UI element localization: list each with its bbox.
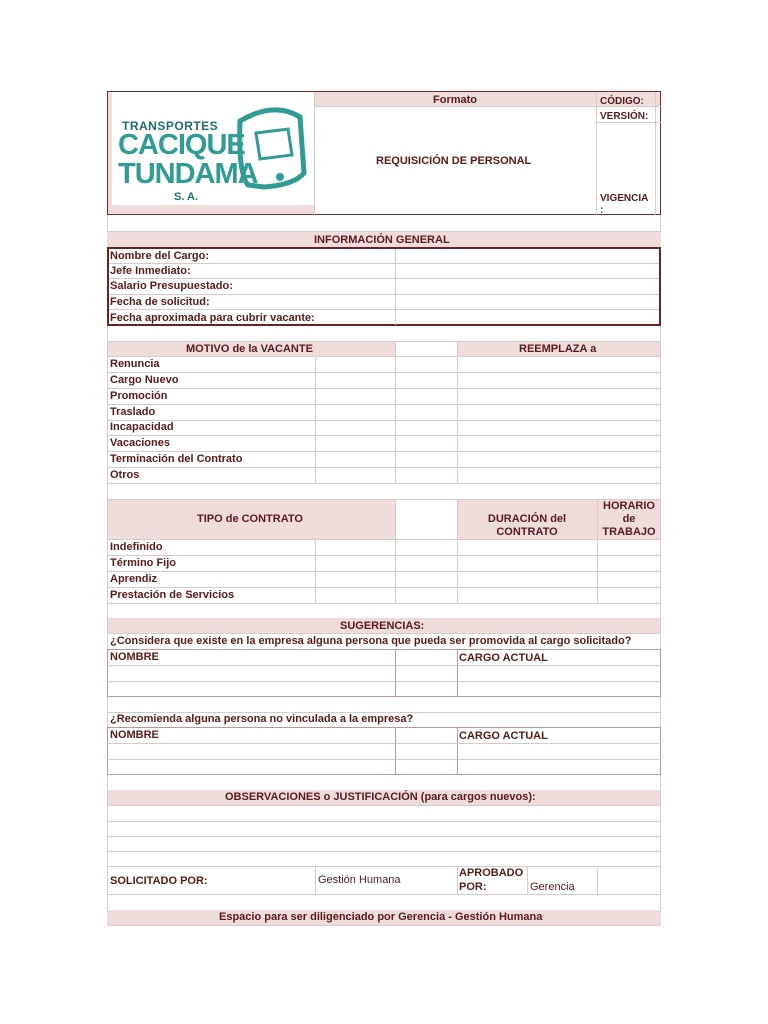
cargo-actual-label-2: CARGO ACTUAL (459, 730, 548, 742)
observaciones-input[interactable] (108, 806, 660, 866)
logo-line3: TUNDAMA (118, 158, 258, 190)
recomienda-cargo-input[interactable] (458, 744, 660, 774)
codigo-label: CÓDIGO: (600, 96, 644, 107)
aprobado-line2: POR: (459, 881, 487, 893)
spacer-row (107, 603, 661, 618)
duracion-line1: DURACIÓN del (487, 513, 567, 525)
input-fecha-solicitud[interactable] (396, 295, 659, 309)
footer-text: Espacio para ser diligenciado por Gerencia - Gestión Humana (219, 911, 543, 923)
cargo-actual-label: CARGO ACTUAL (459, 652, 548, 664)
motivo-item: Renuncia (110, 358, 160, 370)
promover-nombre-input[interactable] (108, 666, 395, 696)
aprobado-signature-input[interactable] (598, 867, 660, 894)
horario-line2: de (622, 513, 636, 525)
field-jefe-inmediato: Jefe Inmediato: (110, 265, 191, 277)
field-fecha-solicitud: Fecha de solicitud: (110, 296, 210, 308)
logo-line1: TRANSPORTES (122, 119, 219, 133)
nombre-label: NOMBRE (110, 651, 159, 663)
aprobado-value: Gerencia (530, 881, 575, 893)
sugerencias-title: SUGERENCIAS: (340, 620, 425, 632)
solicitado-value: Gestión Humana (318, 874, 401, 886)
spacer-row (107, 215, 661, 231)
version-label: VERSIÓN: (600, 111, 649, 122)
input-fecha-vacante[interactable] (396, 310, 659, 325)
field-salario: Salario Presupuestado: (110, 280, 233, 292)
info-general-title: INFORMACIÓN GENERAL (314, 234, 450, 246)
horario-line1: HORARIO (603, 500, 655, 512)
vigencia-colon: : (600, 205, 604, 216)
spacer-row (107, 483, 661, 499)
form-title: REQUISICIÓN DE PERSONAL (376, 155, 532, 167)
horario-line3: TRABAJO (602, 526, 656, 538)
motivo-item: Vacaciones (110, 437, 170, 449)
motivo-title: MOTIVO de la VACANTE (186, 343, 313, 355)
reemplaza-title: REEMPLAZA a (519, 343, 597, 355)
contrato-item: Término Fijo (110, 557, 176, 569)
spacer-row (107, 895, 661, 910)
input-salario[interactable] (396, 279, 659, 294)
motivo-item: Promoción (110, 390, 168, 402)
company-logo (112, 93, 310, 205)
solicitado-label: SOLICITADO POR: (110, 875, 208, 887)
recomienda-nombre-input[interactable] (108, 744, 395, 774)
motivo-item: Terminación del Contrato (110, 453, 243, 465)
motivo-item: Incapacidad (110, 421, 174, 433)
formato-label: Formato (433, 94, 477, 106)
question-promover: ¿Considera que existe en la empresa alguna persona que pueda ser promovida al cargo solicitado? (110, 635, 632, 647)
duracion-line2: CONTRATO (496, 526, 558, 538)
bus-icon (234, 103, 308, 191)
input-jefe-inmediato[interactable] (396, 264, 659, 278)
question-recomienda: ¿Recomienda alguna persona no vinculada a la empresa? (110, 713, 414, 725)
observaciones-title: OBSERVACIONES o JUSTIFICACIÓN (para cargos nuevos): (225, 791, 536, 803)
nombre-label-2: NOMBRE (110, 729, 159, 741)
header-bottom-band (108, 205, 314, 214)
motivo-item: Traslado (110, 406, 156, 418)
motivo-item: Otros (110, 469, 140, 481)
logo-line4: S. A. (174, 191, 199, 203)
contrato-item: Indefinido (110, 541, 163, 553)
promover-cargo-input[interactable] (458, 666, 660, 696)
field-fecha-vacante: Fecha aproximada para cubrir vacante: (110, 312, 315, 324)
reemplaza-input[interactable] (458, 357, 660, 483)
contrato-item: Aprendiz (110, 573, 158, 585)
aprobado-line1: APROBADO (459, 867, 524, 879)
motivo-item: Cargo Nuevo (110, 374, 179, 386)
spacer-row (107, 326, 661, 341)
input-nombre-cargo[interactable] (396, 249, 659, 263)
field-nombre-cargo: Nombre del Cargo: (110, 250, 210, 262)
vigencia-label: VIGENCIA (600, 193, 649, 204)
logo-line2: CACIQUE (118, 129, 245, 161)
contrato-title: TIPO de CONTRATO (197, 513, 303, 525)
contrato-item: Prestación de Servicios (110, 589, 235, 601)
